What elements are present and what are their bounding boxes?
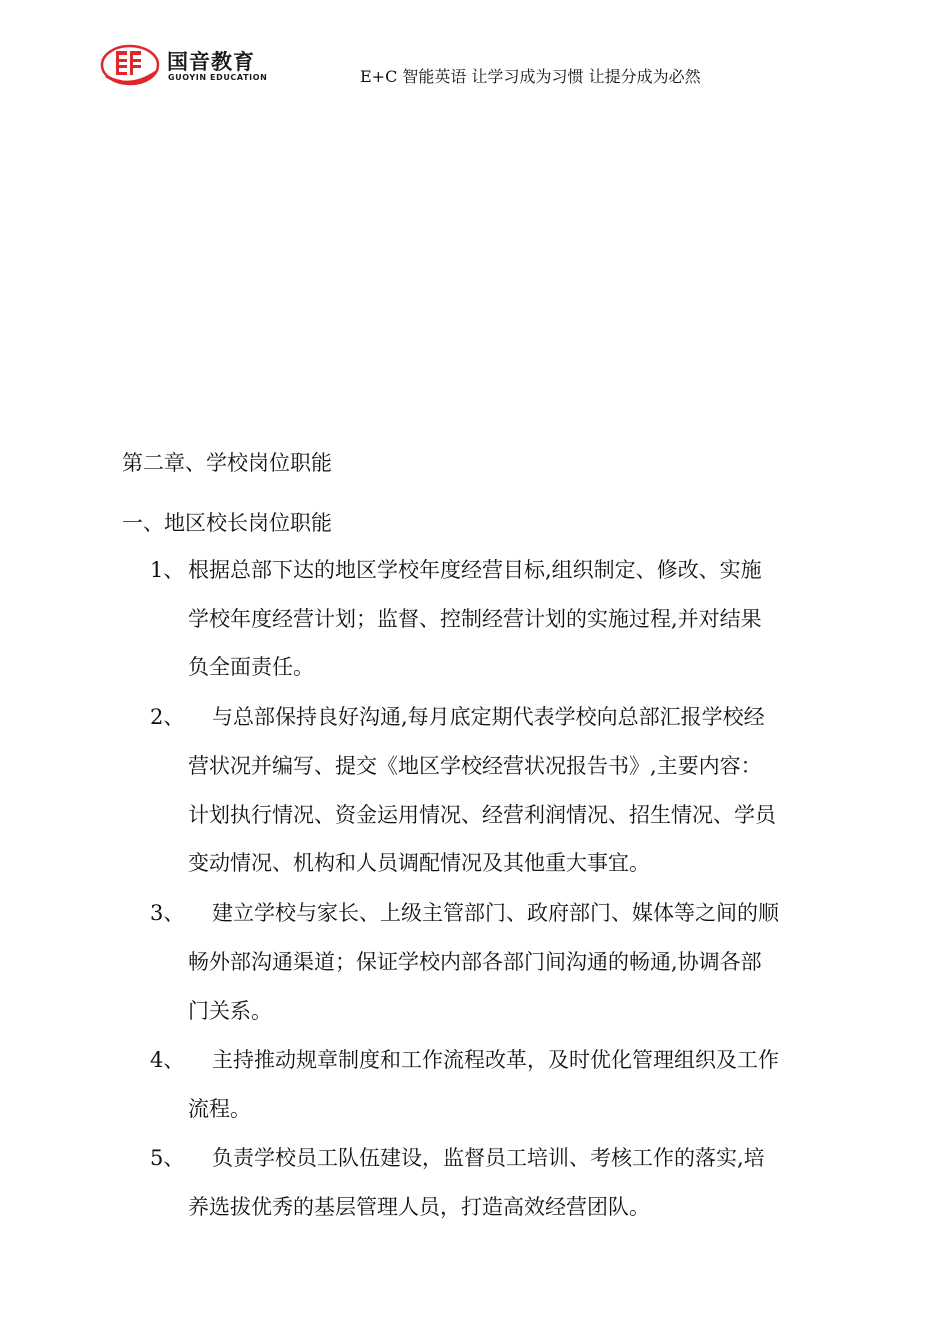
- item-number: 4、: [150, 1048, 185, 1072]
- item-text-line: 学校年度经营计划；监督、控制经营计划的实施过程,并对结果: [188, 607, 762, 631]
- item-number: 3、: [150, 901, 185, 925]
- item-text-line: 主持推动规章制度和工作流程改革，及时优化管理组织及工作: [212, 1048, 779, 1072]
- item-number: 2、: [150, 705, 185, 729]
- item-text-line: 建立学校与家长、上级主管部门、政府部门、媒体等之间的顺: [212, 901, 779, 925]
- logo-chinese-name: 国音教育: [167, 50, 255, 74]
- section-title: 一、地区校长岗位职能: [122, 511, 332, 535]
- item-text-line: 营状况并编写、提交《地区学校经营状况报告书》,主要内容：: [188, 754, 762, 778]
- item-text-line: 负全面责任。: [188, 655, 314, 679]
- logo-english-name: GUOYIN EDUCATION: [168, 73, 268, 82]
- item-text-line: 根据总部下达的地区学校年度经营目标,组织制定、修改、实施: [188, 558, 762, 582]
- item-text-line: 变动情况、机构和人员调配情况及其他重大事宜。: [188, 851, 650, 875]
- item-text-line: 流程。: [188, 1097, 251, 1121]
- item-text-line: 畅外部沟通渠道；保证学校内部各部门间沟通的畅通,协调各部: [188, 950, 762, 974]
- item-number: 1、: [150, 558, 185, 582]
- header-slogan: E+C 智能英语 让学习成为习惯 让提分成为必然: [360, 67, 701, 86]
- chapter-title: 第二章、学校岗位职能: [122, 451, 332, 475]
- guoyin-logo: [100, 42, 275, 88]
- item-text-line: 门关系。: [188, 999, 272, 1023]
- item-number: 5、: [150, 1146, 185, 1170]
- logo-mark-icon: [100, 42, 166, 88]
- item-text-line: 负责学校员工队伍建设，监督员工培训、考核工作的落实,培: [212, 1146, 765, 1170]
- item-text-line: 计划执行情况、资金运用情况、经营利润情况、招生情况、学员: [188, 803, 776, 827]
- page-header: [0, 0, 950, 100]
- item-text-line: 与总部保持良好沟通,每月底定期代表学校向总部汇报学校经: [212, 705, 765, 729]
- item-text-line: 养选拔优秀的基层管理人员，打造高效经营团队。: [188, 1195, 650, 1219]
